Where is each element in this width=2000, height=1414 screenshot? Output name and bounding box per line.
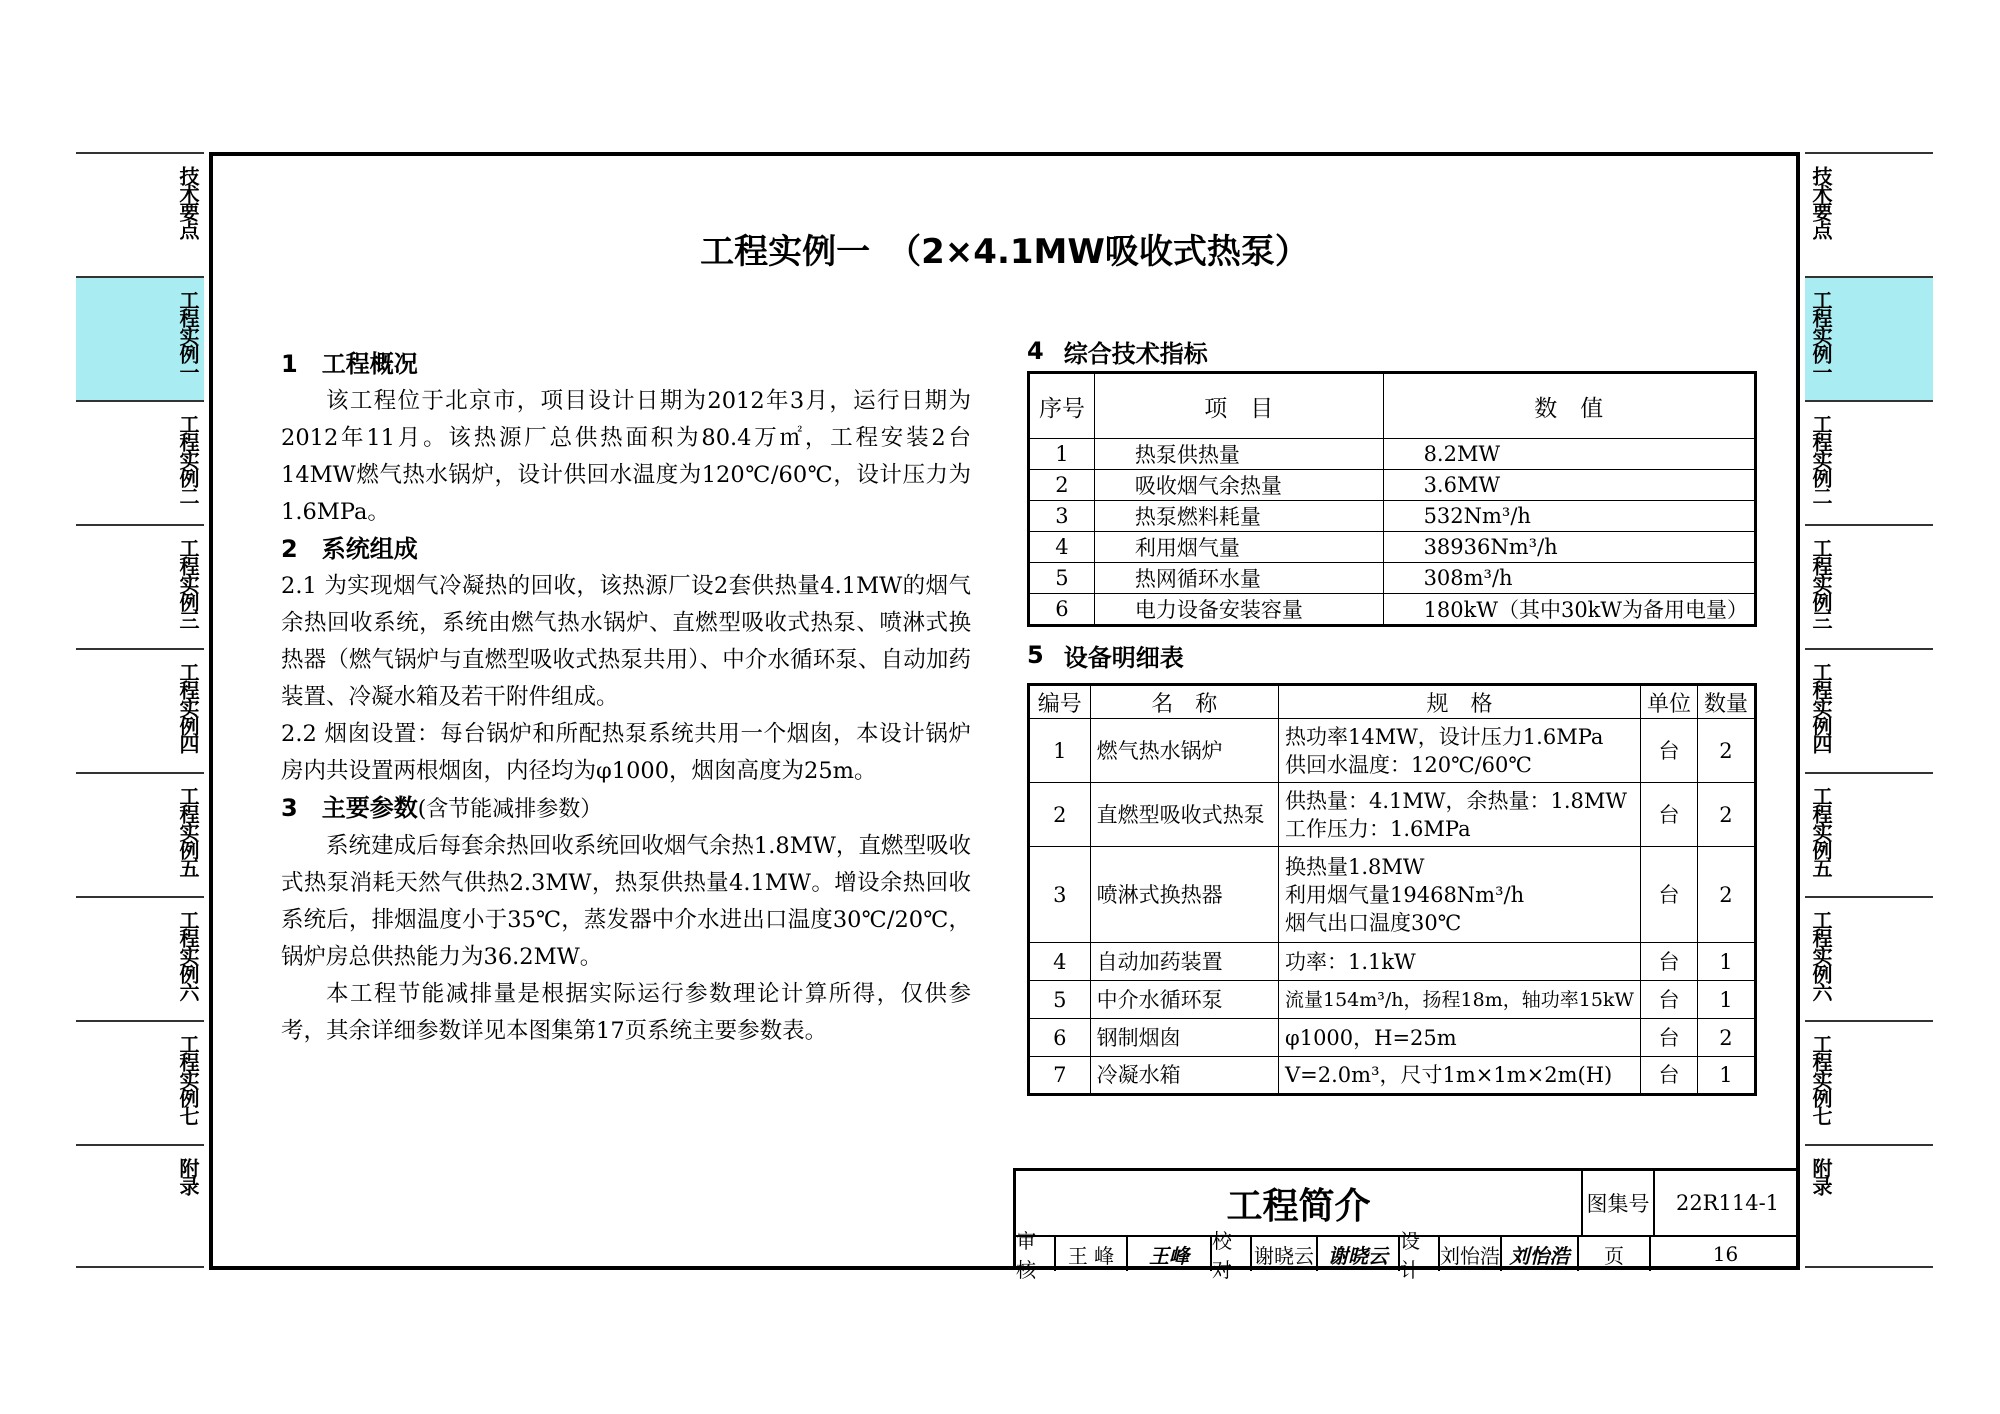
section-title: 系统组成 [321,535,418,563]
table-cell: 台 [1640,943,1697,981]
right-side-tabs [1805,152,1933,1268]
side-tab-label: 工程实例七 [176,1034,200,1124]
spec-line: 流量154m³/h，扬程18m，轴功率15kW [1285,988,1634,1011]
side-tab[interactable] [76,772,204,896]
table-cell: 3 [1029,847,1091,943]
table-cell: 直燃型吸收式热泵 [1090,783,1278,847]
table-cell: 台 [1640,1057,1697,1095]
column-header: 项 目 [1094,373,1383,439]
table-cell: 4 [1029,532,1095,563]
section2-para1: 2.1 为实现烟气冷凝热的回收，该热源厂设2套供热量4.1MW的烟气余热回收系统，系统由燃气热水锅炉、直燃型吸收式热泵、喷淋式换热器（燃气锅炉与直燃型吸收式热泵共用）、中介水循环泵、自动加药装置、冷凝水箱及若干附件组成。 [281,573,971,710]
table-header-row [1029,685,1756,719]
reviewer-signature: 王峰 [1128,1237,1212,1271]
side-tab[interactable] [1805,1144,1933,1268]
side-tab[interactable] [76,524,204,648]
side-tab-label: 附录 [176,1158,200,1194]
spec-line: 供回水温度：120℃/60℃ [1285,752,1532,777]
table-row [1029,439,1756,470]
side-tab-label: 工程实例一 [1809,290,1833,380]
side-tab[interactable] [76,400,204,524]
atlas-label: 图集号 [1583,1171,1655,1235]
table-cell: 吸收烟气余热量 [1094,470,1383,501]
side-tab-label: 工程实例四 [176,662,200,752]
drawing-frame [209,152,1800,1282]
table-row [1029,847,1756,943]
column-header: 规 格 [1279,685,1641,719]
table-cell: 2 [1697,719,1755,783]
section1-text: 该工程位于北京市，项目设计日期为2012年3月，运行日期为2012年11月。该热源厂总供热面积为80.4万㎡，工程安装2台14MW燃气热水锅炉，设计供回水温度为120℃/60℃，设计压力为1.6MPa。 [281,388,971,525]
table-row [1029,470,1756,501]
table-cell: 5 [1029,563,1095,594]
designer-name: 刘怡浩 [1440,1237,1502,1271]
table-cell: 2 [1029,783,1091,847]
column-header: 序号 [1029,373,1095,439]
spec-cell [1279,719,1641,783]
page-label: 页 [1579,1237,1651,1271]
table-row [1029,783,1756,847]
design-label: 设计 [1400,1237,1440,1271]
spec-cell [1279,783,1641,847]
spec-line: 供热量：4.1MW，余热量：1.8MW [1285,788,1627,813]
table-cell: 燃气热水锅炉 [1090,719,1278,783]
spec-line: φ1000，H=25m [1285,1025,1457,1050]
side-tab-label: 工程实例三 [176,538,200,628]
section3-para2: 本工程节能减排量是根据实际运行参数理论计算所得，仅供参考，其余详细参数详见本图集第17页系统主要参数表。 [281,981,971,1044]
spec-cell [1279,1019,1641,1057]
spec-line: 工作压力：1.6MPa [1285,816,1471,841]
spec-cell [1279,847,1641,943]
column-header: 数量 [1697,685,1755,719]
side-tab-label: 技术要点 [176,166,200,238]
title-block-sign-row [1016,1229,1800,1282]
section-number: 4 [1027,337,1044,365]
side-tab-label: 工程实例二 [1809,414,1833,504]
table-cell: 2 [1697,847,1755,943]
checker-signature: 谢晓云 [1318,1237,1400,1271]
side-tab-label: 技术要点 [1809,166,1833,238]
check-label: 校对 [1212,1237,1252,1271]
spec-line: V=2.0m³，尺寸1m×1m×2m(H) [1285,1063,1613,1087]
side-tab-label: 附录 [1809,1158,1833,1194]
section2-heading [281,531,971,568]
spec-line: 烟气出口温度30℃ [1285,910,1462,935]
side-tab-label: 工程实例四 [1809,662,1833,752]
table-cell: 喷淋式换热器 [1090,847,1278,943]
table-cell: 台 [1640,847,1697,943]
technical-indicators-table [1027,371,1757,627]
spec-cell [1279,981,1641,1019]
section3-heading [281,790,971,828]
table-cell: 热泵供热量 [1094,439,1383,470]
spec-line: 利用烟气量19468Nm³/h [1285,882,1525,907]
tables-column [1027,331,1757,1096]
table-cell: 3.6MW [1383,470,1755,501]
review-label: 审核 [1016,1237,1056,1271]
table-cell: 6 [1029,594,1095,626]
side-tab-label: 工程实例七 [1809,1034,1833,1124]
title-block [1013,1168,1800,1282]
column-header: 数 值 [1383,373,1755,439]
side-tab-label: 工程实例五 [176,786,200,876]
side-tab-active[interactable] [76,276,204,400]
side-tab[interactable] [1805,896,1933,1020]
side-tab-label: 工程实例六 [1809,910,1833,1000]
section5-heading [1027,635,1757,675]
side-tab[interactable] [1805,648,1933,772]
section-number: 2 [281,535,298,563]
spec-cell [1279,1057,1641,1095]
side-tab[interactable] [76,1020,204,1144]
table-cell: 热网循环水量 [1094,563,1383,594]
side-tab-label: 工程实例二 [176,414,200,504]
table-row [1029,981,1756,1019]
table-cell: 180kW（其中30kW为备用电量） [1383,594,1755,626]
table-header-row [1029,373,1756,439]
spec-cell [1279,943,1641,981]
spec-line: 功率：1.1kW [1285,949,1416,974]
section-title: 设备明细表 [1063,643,1184,672]
spec-line: 热功率14MW，设计压力1.6MPa [1285,724,1604,749]
table-cell: 6 [1029,1019,1091,1057]
table-cell: 1 [1697,1057,1755,1095]
overview-column [281,346,971,1050]
section-number: 5 [1027,641,1044,669]
side-tab-label: 工程实例六 [176,910,200,1000]
table-cell: 1 [1029,719,1091,783]
table-cell: 4 [1029,943,1091,981]
side-tab[interactable] [1805,772,1933,896]
column-header: 编号 [1029,685,1091,719]
page-number: 16 [1712,1242,1739,1266]
section-note: (含节能减排参数） [417,797,603,822]
section-title: 主要参数 [321,794,418,822]
drawing-name: 工程简介 [1016,1171,1583,1235]
table-row [1029,943,1756,981]
checker-name: 谢晓云 [1252,1237,1318,1271]
table-row [1029,719,1756,783]
side-tab[interactable] [76,896,204,1020]
atlas-number: 22R114-1 [1675,1191,1780,1215]
section1-heading [281,346,971,383]
table-row [1029,1057,1756,1095]
column-header: 单位 [1640,685,1697,719]
page-title: 工程实例一 （2×4.1MW吸收式热泵） [700,232,1309,272]
table-cell: 2 [1697,783,1755,847]
side-tab[interactable] [76,648,204,772]
table-cell: 38936Nm³/h [1383,532,1755,563]
table-row [1029,501,1756,532]
table-cell: 3 [1029,501,1095,532]
table-cell: 钢制烟囱 [1090,1019,1278,1057]
side-tab-label: 工程实例一 [176,290,200,380]
table-cell: 1 [1029,439,1095,470]
table-cell: 7 [1029,1057,1091,1095]
section2-para2: 2.2 烟囱设置：每台锅炉和所配热泵系统共用一个烟囱，本设计锅炉房内共设置两根烟囱，内径均为φ1000，烟囱高度为25m。 [281,721,971,784]
table-cell: 台 [1640,719,1697,783]
side-tab[interactable] [76,152,204,276]
table-cell: 308m³/h [1383,563,1755,594]
table-cell: 1 [1697,943,1755,981]
section-number: 3 [281,794,298,822]
table-row [1029,532,1756,563]
table-cell: 532Nm³/h [1383,501,1755,532]
left-side-tabs [76,152,204,1268]
section3-para1: 系统建成后每套余热回收系统回收烟气余热1.8MW，直燃型吸收式热泵消耗天然气供热2.3MW，热泵供热量4.1MW。增设余热回收系统后，排烟温度小于35℃，蒸发器中介水进出口温度30℃/20℃，锅炉房总供热能力为36.2MW。 [281,833,971,970]
side-tab[interactable] [76,1144,204,1268]
equipment-table [1027,683,1757,1096]
spec-line: 换热量1.8MW [1285,854,1425,879]
table-cell: 台 [1640,981,1697,1019]
side-tab[interactable] [1805,524,1933,648]
side-tab[interactable] [1805,400,1933,524]
table-cell: 8.2MW [1383,439,1755,470]
side-tab[interactable] [1805,1020,1933,1144]
table-row [1029,594,1756,626]
table-row [1029,1019,1756,1057]
column-header: 名 称 [1090,685,1278,719]
table-cell: 利用烟气量 [1094,532,1383,563]
section-title: 综合技术指标 [1063,339,1208,368]
table-cell: 1 [1697,981,1755,1019]
section-number: 1 [281,350,298,378]
table-cell: 自动加药装置 [1090,943,1278,981]
table-cell: 5 [1029,981,1091,1019]
section-title: 工程概况 [321,350,418,378]
table-cell: 中介水循环泵 [1090,981,1278,1019]
table-cell: 2 [1697,1019,1755,1057]
table-cell: 冷凝水箱 [1090,1057,1278,1095]
table-cell: 2 [1029,470,1095,501]
reviewer-name: 王 峰 [1056,1237,1128,1271]
side-tab[interactable] [1805,152,1933,276]
side-tab-label: 工程实例三 [1809,538,1833,628]
side-tab-active[interactable] [1805,276,1933,400]
section4-heading [1027,331,1757,371]
table-row [1029,563,1756,594]
designer-signature: 刘怡浩 [1502,1237,1579,1271]
table-cell: 电力设备安装容量 [1094,594,1383,626]
table-cell: 台 [1640,1019,1697,1057]
side-tab-label: 工程实例五 [1809,786,1833,876]
table-cell: 台 [1640,783,1697,847]
table-cell: 热泵燃料耗量 [1094,501,1383,532]
